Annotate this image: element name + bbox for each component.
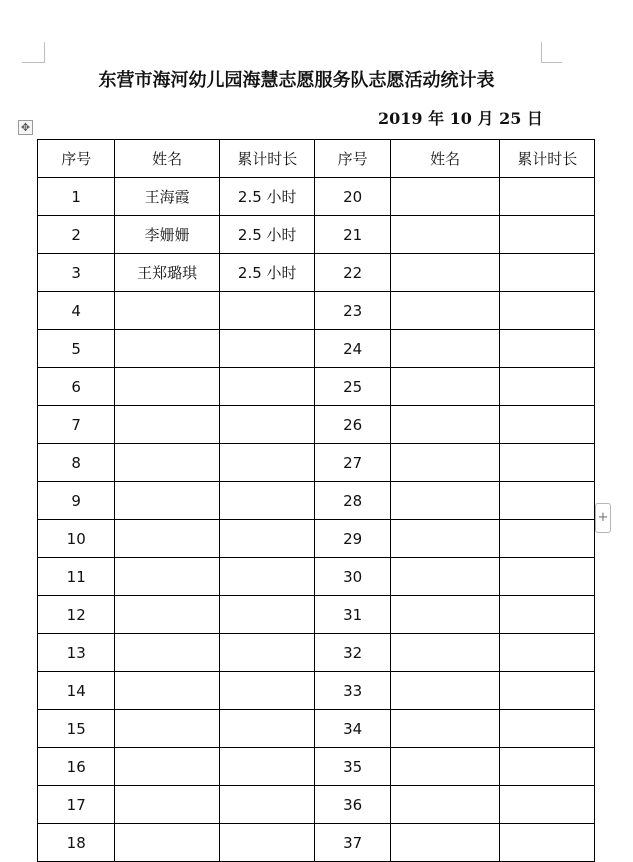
cell-right-hours[interactable] <box>500 482 595 520</box>
header-right-no: 序号 <box>315 140 390 178</box>
table-row <box>38 444 595 482</box>
cell-right-no[interactable]: 21 <box>315 216 390 254</box>
cell-left-name[interactable] <box>115 596 220 634</box>
cell-right-no[interactable]: 26 <box>315 406 390 444</box>
move-cross-icon[interactable]: ✥ <box>18 120 33 135</box>
table-row <box>38 292 595 330</box>
table-row <box>38 710 595 748</box>
table-row <box>38 786 595 824</box>
cell-left-name[interactable] <box>115 330 220 368</box>
cell-right-name[interactable] <box>390 444 500 482</box>
cell-left-no[interactable]: 3 <box>38 254 115 292</box>
cell-left-name[interactable] <box>115 634 220 672</box>
cell-right-no[interactable]: 24 <box>315 330 390 368</box>
cell-left-no[interactable]: 7 <box>38 406 115 444</box>
cell-right-hours[interactable] <box>500 596 595 634</box>
cell-left-hours[interactable] <box>219 786 315 824</box>
document-date: 2019 年 10 月 25 日 <box>378 109 543 128</box>
cell-right-no[interactable]: 34 <box>315 710 390 748</box>
header-right-name: 姓名 <box>390 140 500 178</box>
page-corner-mark-left <box>22 42 45 63</box>
cell-left-name[interactable]: 李姗姗 <box>115 216 220 254</box>
cell-right-hours[interactable] <box>500 558 595 596</box>
cell-left-no[interactable]: 8 <box>38 444 115 482</box>
cell-right-name[interactable] <box>390 216 500 254</box>
cell-left-name[interactable] <box>115 520 220 558</box>
cell-right-hours[interactable] <box>500 634 595 672</box>
cell-right-hours[interactable] <box>500 368 595 406</box>
cell-left-hours[interactable] <box>219 672 315 710</box>
cell-left-name[interactable] <box>115 368 220 406</box>
table-row <box>38 558 595 596</box>
cell-right-name[interactable] <box>390 672 500 710</box>
cell-right-name[interactable] <box>390 178 500 216</box>
table-row <box>38 596 595 634</box>
plus-icon[interactable]: + <box>595 503 611 533</box>
cell-left-hours[interactable] <box>219 330 315 368</box>
cell-left-name[interactable] <box>115 672 220 710</box>
cell-right-no[interactable]: 20 <box>315 178 390 216</box>
cell-left-name[interactable]: 王郑璐琪 <box>115 254 220 292</box>
cell-left-hours[interactable]: 2.5 小时 <box>219 254 315 292</box>
cell-left-hours[interactable] <box>219 710 315 748</box>
cell-left-hours[interactable] <box>219 444 315 482</box>
cell-right-hours[interactable] <box>500 178 595 216</box>
cell-left-no[interactable]: 16 <box>38 748 115 786</box>
table-row <box>38 748 595 786</box>
cell-right-no[interactable]: 36 <box>315 786 390 824</box>
cell-right-hours[interactable] <box>500 748 595 786</box>
cell-left-hours[interactable] <box>219 520 315 558</box>
table-row <box>38 368 595 406</box>
table-row <box>38 254 595 292</box>
cell-left-no[interactable]: 2 <box>38 216 115 254</box>
cell-left-hours[interactable] <box>219 748 315 786</box>
cell-left-no[interactable]: 12 <box>38 596 115 634</box>
cell-left-name[interactable] <box>115 444 220 482</box>
header-left-name: 姓名 <box>115 140 220 178</box>
cell-right-name[interactable] <box>390 786 500 824</box>
table-row <box>38 520 595 558</box>
cell-left-no[interactable]: 9 <box>38 482 115 520</box>
cell-left-hours[interactable] <box>219 634 315 672</box>
cell-right-hours[interactable] <box>500 786 595 824</box>
cell-left-name[interactable] <box>115 406 220 444</box>
cell-right-name[interactable] <box>390 558 500 596</box>
cell-right-no[interactable]: 25 <box>315 368 390 406</box>
cell-right-no[interactable]: 33 <box>315 672 390 710</box>
cell-right-hours[interactable] <box>500 710 595 748</box>
cell-right-no[interactable]: 35 <box>315 748 390 786</box>
cell-right-name[interactable] <box>390 748 500 786</box>
page-corner-mark-right <box>541 42 562 63</box>
cell-right-no[interactable]: 22 <box>315 254 390 292</box>
table-header-row <box>38 140 595 178</box>
header-left-no: 序号 <box>38 140 115 178</box>
cell-right-name[interactable] <box>390 254 500 292</box>
cell-right-hours[interactable] <box>500 406 595 444</box>
table-row <box>38 330 595 368</box>
cell-right-no[interactable]: 27 <box>315 444 390 482</box>
cell-left-name[interactable] <box>115 558 220 596</box>
cell-right-no[interactable]: 23 <box>315 292 390 330</box>
cell-right-no[interactable]: 29 <box>315 520 390 558</box>
cell-left-name[interactable]: 王海霞 <box>115 178 220 216</box>
cell-right-no[interactable]: 28 <box>315 482 390 520</box>
cell-right-hours[interactable] <box>500 216 595 254</box>
table-body <box>38 178 595 862</box>
cell-left-no[interactable]: 1 <box>38 178 115 216</box>
cell-left-no[interactable]: 15 <box>38 710 115 748</box>
cell-right-name[interactable] <box>390 292 500 330</box>
cell-left-name[interactable] <box>115 710 220 748</box>
cell-left-no[interactable]: 13 <box>38 634 115 672</box>
cell-right-no[interactable]: 30 <box>315 558 390 596</box>
cell-right-name[interactable] <box>390 482 500 520</box>
cell-right-hours[interactable] <box>500 672 595 710</box>
cell-right-name[interactable] <box>390 406 500 444</box>
cell-left-name[interactable] <box>115 824 220 862</box>
cell-right-name[interactable] <box>390 596 500 634</box>
cell-right-name[interactable] <box>390 368 500 406</box>
cell-left-no[interactable]: 17 <box>38 786 115 824</box>
cell-left-no[interactable]: 6 <box>38 368 115 406</box>
cell-right-name[interactable] <box>390 634 500 672</box>
cell-right-no[interactable]: 37 <box>315 824 390 862</box>
cell-left-hours[interactable] <box>219 482 315 520</box>
cell-right-no[interactable]: 31 <box>315 596 390 634</box>
cell-left-name[interactable] <box>115 748 220 786</box>
cell-right-no[interactable]: 32 <box>315 634 390 672</box>
table-row <box>38 634 595 672</box>
cell-left-no[interactable]: 10 <box>38 520 115 558</box>
header-right-hours: 累计时长 <box>500 140 595 178</box>
table-row <box>38 178 595 216</box>
cell-left-no[interactable]: 18 <box>38 824 115 862</box>
cell-left-name[interactable] <box>115 482 220 520</box>
cell-right-hours[interactable] <box>500 444 595 482</box>
cell-left-hours[interactable] <box>219 406 315 444</box>
cell-right-hours[interactable] <box>500 330 595 368</box>
cell-right-hours[interactable] <box>500 824 595 862</box>
cell-left-hours[interactable] <box>219 368 315 406</box>
cell-left-no[interactable]: 11 <box>38 558 115 596</box>
document-title <box>0 66 633 92</box>
cell-right-hours[interactable] <box>500 254 595 292</box>
cell-right-name[interactable] <box>390 710 500 748</box>
cell-left-no[interactable]: 14 <box>38 672 115 710</box>
cell-left-name[interactable] <box>115 786 220 824</box>
cell-left-hours[interactable] <box>219 824 315 862</box>
table-row <box>38 824 595 862</box>
cell-left-name[interactable] <box>115 292 220 330</box>
cell-left-hours[interactable] <box>219 292 315 330</box>
cell-right-name[interactable] <box>390 330 500 368</box>
cell-left-hours[interactable]: 2.5 小时 <box>219 178 315 216</box>
cell-left-hours[interactable]: 2.5 小时 <box>219 216 315 254</box>
statistics-table <box>37 139 595 862</box>
cell-left-hours[interactable] <box>219 596 315 634</box>
cell-left-no[interactable]: 4 <box>38 292 115 330</box>
table-row <box>38 406 595 444</box>
table-row <box>38 482 595 520</box>
header-left-hours: 累计时长 <box>219 140 315 178</box>
table-row <box>38 672 595 710</box>
cell-right-name[interactable] <box>390 520 500 558</box>
cell-left-hours[interactable] <box>219 558 315 596</box>
cell-right-name[interactable] <box>390 824 500 862</box>
table-row <box>38 216 595 254</box>
cell-right-hours[interactable] <box>500 292 595 330</box>
document-title-text: 东营市海河幼儿园海慧志愿服务队志愿活动统计表 <box>98 70 495 91</box>
cell-right-hours[interactable] <box>500 520 595 558</box>
cell-left-no[interactable]: 5 <box>38 330 115 368</box>
